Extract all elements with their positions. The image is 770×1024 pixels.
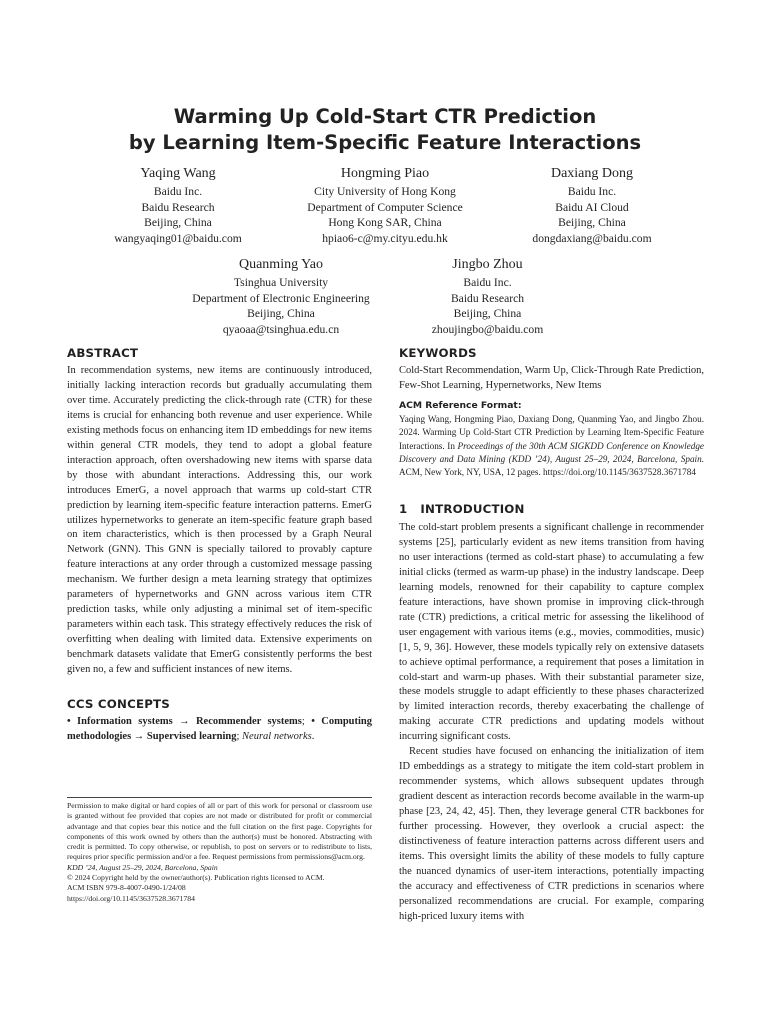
author-affiliation: Beijing, China [558,216,626,230]
author-affiliation: Beijing, China [453,307,522,321]
reference-venue: Proceedings of the 30th ACM SIGKDD Conference on Knowledge Discovery and Data Mining (KDD ’24), August 25–29, 2024, Barcelona, Spain. [399,440,704,464]
author-affiliation: Department of Electronic Engineering [192,291,370,305]
author-affiliation: Baidu AI Cloud [555,200,629,214]
author-affiliation: Hong Kong SAR, China [328,216,442,230]
author-affiliation: Baidu Research [141,200,215,214]
author-block [98,165,258,246]
ccs-concept: • Information systems [67,716,173,727]
ccs-concept: Neural networks [242,730,312,742]
ccs-concept: Supervised learning [146,730,237,742]
conference-info: KDD ’24, August 25–29, 2024, Barcelona, Spain [67,862,218,872]
author-block [400,256,575,337]
author-block [178,256,384,337]
author-name: Yaqing Wang [140,166,216,181]
abstract-paragraph: In recommendation systems, new items are continuously introduced, initially lacking interaction records but gradually accumulating them over time. Accurately predicting the click-through rate (CTR) for these items is crucial for enhancing both revenue and user experience. While existing methods focus on enhancing item ID embeddings for new items within general CTR models, they tend to adopt a global feature interaction approach, often overshadowing new items with sparse data by those with abundant interactions. Addressing this, our work introduces EmerG, a novel approach that warms up cold-start CTR prediction by learning item-specific feature interaction patterns. EmerG utilizes hypernetworks to generate an item-specific feature graph based on item characteristics, which is then processed by a Graph Neural Network (GNN). This GNN is specially tailored to provably capture feature interactions at any order through a customized message passing mechanism. We further design a meta learning strategy that optimizes parameters of hypernetworks and GNN across various item CTR prediction tasks, while only adjusting a minimal set of item-specific parameters within each task. This strategy effectively reduces the risk of overfitting when dealing with limited data. Extensive experiments on benchmark datasets validate that EmerG consistently performs the best given no, a few and sufficient instances of new items. [67,365,372,676]
keywords-text: Cold-Start Recommendation, Warm Up, Click-Through Rate Prediction, Few-Shot Learning, Hypernetworks, New Items [399,365,704,391]
reference-heading: ACM Reference Format: [399,400,522,411]
section-number: 1 [399,502,408,516]
author-affiliation: City University of Hong Kong [314,185,456,198]
paper-title [60,104,710,156]
isbn-text: ACM ISBN 979-8-4007-0490-1/24/08 [67,883,186,893]
acm-reference: Yaqing Wang, Hongming Piao, Daxiang Dong, Quanming Yao, and Jingbo Zhou. 2024. Warming Up Cold-Start CTR Prediction by Learning Item-Specific Feature Interactions. In Proceedings of the 30th ACM SIGKDD Conference on Knowledge Discovery and Data Mining (KDD ’24), August 25–29, 2024, Barcelona, Spain. ACM, New York, NY, USA, 12 pages. https://doi.org/10.1145/3637528.3671784 [399,414,704,478]
author-affiliation: Baidu Inc. [463,276,512,289]
ccs-concepts: • Information systems → Recommender systems; • Computing methodologies → Supervised learning; Neural networks. [67,716,373,742]
author-affiliation: Baidu Research [450,291,525,305]
author-name: Hongming Piao [340,166,430,181]
section-title: INTRODUCTION [420,502,525,516]
ccs-concept: Recommender systems [195,716,302,727]
author-email[interactable]: hpiao6-c@my.cityu.edu.hk [322,231,448,245]
intro-paragraph: The cold-start problem presents a significant challenge in recommender systems [25], particularly evident as new items transition from having no user interactions (termed as cold-start phase) to accumulating a few initial clicks (termed as warm-up phase) in the industry landscape. Deep learning models, renowned for their capability to capture complex feature interactions, have shown promise in improving click-through rate (CTR) predictions, a critical metric for assessing the likelihood of user engagement with various items (e.g., movies, commodities, music) [1, 5, 9, 36]. However, these models typically rely on extensive datasets to achieve optimal performance, a requirement that poses a limitation in cold-start and warm-up phases. With their substantial parameter size, these models struggle to adapt efficiently to these phases characterized by limited interaction records, thereby exacerbating the challenge of making accurate CTR predictions and updating models without incurring significant costs. [399,522,704,743]
doi-link[interactable]: https://doi.org/10.1145/3637528.3671784 [67,893,195,903]
author-name: Quanming Yao [238,257,323,272]
author-block [512,165,672,246]
author-name: Daxiang Dong [550,166,634,181]
copyright-text: © 2024 Copyright held by the owner/author(s). Publication rights licensed to ACM. [67,873,325,883]
author-email[interactable]: qyaoaa@tsinghua.edu.cn [222,322,340,336]
permission-footnote [67,801,372,904]
permission-text: Permission to make digital or hard copies of all or part of this work for personal or classroom use is granted without fee provided that copies are not made or distributed for profit or commercial advantage and that copies bear this notice and the full citation on the first page. Copyrights for components of this work owned by others than the author(s) must be honored. Abstracting with credit is permitted. To copy otherwise, or republish, to post on servers or to redistribute to lists, requires prior specific permission and/or a fee. Request permissions from permissions@acm.org. [67,801,372,862]
author-affiliation: Tsinghua University [233,276,329,289]
author-affiliation: Baidu Inc. [567,185,617,198]
abstract-heading: ABSTRACT [67,346,139,360]
author-name: Jingbo Zhou [452,257,523,272]
intro-heading [399,502,525,516]
ccs-concept: • Computing methodologies [67,716,373,742]
title-line-1: Warming Up Cold-Start CTR Prediction [173,105,597,128]
author-email[interactable]: wangyaqing01@baidu.com [114,231,242,245]
author-affiliation: Beijing, China [247,307,315,321]
author-email[interactable]: zhoujingbo@baidu.com [431,322,544,336]
keywords-heading: KEYWORDS [399,346,477,360]
footnote-divider [67,797,372,798]
abstract-text [67,364,372,678]
author-block [285,165,485,246]
author-affiliation: Baidu Inc. [153,185,203,198]
author-affiliation: Beijing, China [144,216,212,230]
author-affiliation: Department of Computer Science [307,200,463,214]
title-line-2: by Learning Item-Specific Feature Interactions [128,131,642,154]
intro-paragraph: Recent studies have focused on enhancing the initialization of item ID embeddings as a strategy to mitigate the item cold-start problem in recommender systems, which allows subsequent updates through gradient descent as interaction records become available in the warm-up phase [23, 24, 42, 45]. Then, they leverage general CTR backbones for further processing. However, they overlook a crucial aspect: the distinctiveness of feature interaction patterns across different users and items. This oversight limits the ability of these models to fully capture the nuanced dynamics of user-item interactions, potentially impacting the accuracy and effectiveness of CTR predictions in scenarios where personalized recommendations are crucial. For example, comparing high-priced luxury items with [399,746,704,922]
author-email[interactable]: dongdaxiang@baidu.com [532,231,652,245]
intro-text [399,521,704,925]
ccs-heading: CCS CONCEPTS [67,697,171,711]
